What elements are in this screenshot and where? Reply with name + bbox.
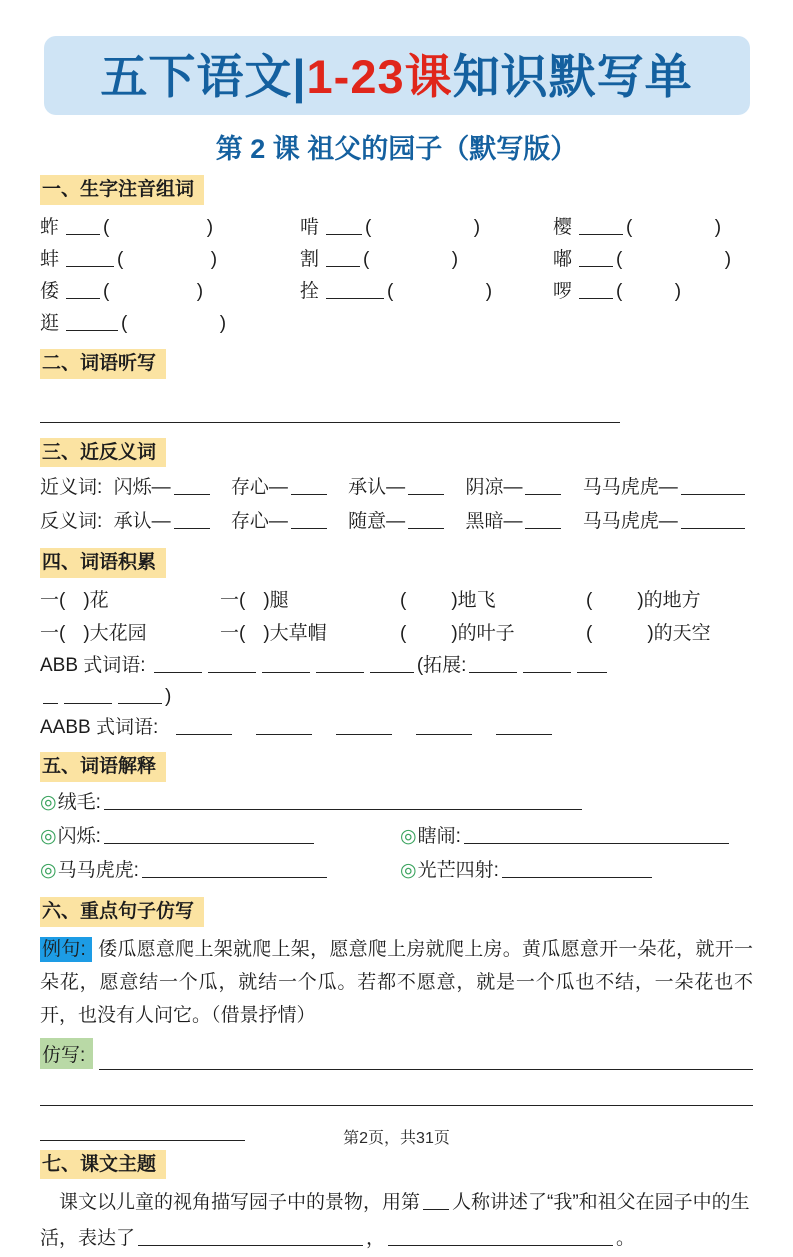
open-paren: ( (103, 280, 110, 302)
open-paren: ( (121, 312, 128, 334)
antonym-row (40, 505, 753, 539)
open-paren: ( (626, 216, 633, 238)
answer-blank (118, 689, 162, 704)
word: 马马虎虎 (582, 477, 659, 499)
fill-post: )腿 (263, 590, 289, 611)
page-title-part1: 五下语文| (100, 50, 307, 103)
word: 承认 (348, 477, 387, 499)
section-header-dictation: 二、词语听写 (40, 349, 166, 379)
bullet-circle-icon: ◎ (40, 791, 57, 813)
answer-blank (502, 863, 652, 878)
hanzi-char: 逛 (40, 312, 60, 334)
close-paren: ) (165, 686, 172, 707)
close-paren: ) (724, 248, 732, 270)
definition-row (400, 854, 753, 888)
fill-cell (400, 617, 586, 650)
lesson-title: 第 2 课 祖父的园子（默写版） (215, 134, 578, 164)
answer-blank (64, 689, 112, 704)
hanzi-char: 樱 (553, 216, 573, 238)
word-pair (465, 511, 564, 532)
bullet-circle-icon: ◎ (400, 859, 417, 881)
pinyin-cell (553, 276, 753, 308)
word: 黑暗 (465, 511, 504, 533)
answer-blank (496, 720, 552, 735)
fill-post: )的地方 (637, 590, 701, 611)
paren-pair (387, 276, 492, 308)
pinyin-cell (300, 244, 553, 276)
close-paren: ) (210, 248, 218, 270)
pinyin-grid (40, 212, 753, 340)
dictation-answer-line (40, 385, 620, 423)
answer-blank (174, 480, 210, 495)
pinyin-cell (40, 244, 300, 276)
answer-blank (104, 795, 582, 810)
answer-blank (416, 720, 472, 735)
paren-pair (616, 244, 731, 276)
fill-pre: ( (586, 590, 593, 611)
fill-cell (220, 617, 400, 650)
word: 闪烁 (113, 477, 152, 499)
answer-blank (525, 480, 561, 495)
abb-label: ABB 式词语: (40, 655, 146, 676)
answer-blank (579, 220, 623, 235)
hanzi-char: 拴 (300, 280, 320, 302)
paren-pair (103, 212, 213, 244)
word: 马马虎虎 (582, 511, 659, 533)
abb-row-continued (40, 681, 753, 712)
fill-post: )地飞 (451, 590, 496, 611)
section-header-theme: 七、课文主题 (40, 1150, 166, 1180)
answer-blank (138, 1231, 363, 1246)
aabb-row (40, 712, 753, 743)
fill-pre: ( (400, 623, 407, 644)
fill-pre: 一( (220, 590, 246, 611)
page-title-part3: 知识默写单 (452, 50, 693, 103)
answer-blank (388, 1231, 613, 1246)
fill-post: )大花园 (83, 623, 147, 644)
answer-line-full (40, 1070, 753, 1106)
answer-blank (681, 514, 745, 529)
answer-blank (579, 284, 613, 299)
hanzi-char: 蚱 (40, 216, 60, 238)
paren-pair (626, 212, 721, 244)
section-header-imitation: 六、重点句子仿写 (40, 897, 204, 927)
imitation-row (40, 1038, 753, 1070)
dash: — (151, 477, 171, 499)
answer-blank (464, 829, 729, 844)
open-paren: ( (616, 248, 623, 270)
fill-cell (586, 584, 753, 617)
hanzi-char: 啃 (300, 216, 320, 238)
section-header-synonyms: 三、近反义词 (40, 438, 166, 468)
example-paragraph (40, 933, 753, 1032)
word: 承认 (113, 511, 152, 533)
open-paren: ( (117, 248, 124, 270)
abb-row (40, 650, 753, 681)
paren-pair (365, 212, 480, 244)
answer-blank (43, 689, 58, 704)
pinyin-cell (553, 244, 753, 276)
word: 存心 (230, 477, 269, 499)
word-pair (114, 511, 213, 532)
open-paren: ( (387, 280, 394, 302)
answer-blank (523, 658, 571, 673)
antonym-label: 反义词: (40, 511, 103, 533)
close-paren: ) (206, 216, 214, 238)
answer-blank (326, 220, 362, 235)
theme-paragraph (40, 1185, 753, 1257)
definition-row (400, 820, 753, 854)
dash: — (658, 511, 678, 533)
section-header-definitions: 五、词语解释 (40, 752, 166, 782)
answer-blank (577, 658, 607, 673)
answer-blank (154, 658, 202, 673)
dash: — (658, 477, 678, 499)
definition-term: 绒毛: (57, 791, 101, 813)
answer-blank (99, 1044, 753, 1070)
fill-cell (40, 584, 220, 617)
theme-text-pre: 课文以儿童的视角描写园子中的景物，用第 (59, 1192, 421, 1214)
word-pair (114, 477, 213, 498)
fill-cell (40, 617, 220, 650)
fill-cell (586, 617, 753, 650)
fill-post: )花 (83, 590, 109, 611)
paren-pair (616, 276, 681, 308)
word: 阴凉 (465, 477, 504, 499)
answer-blank (423, 1195, 449, 1210)
answer-blank (66, 220, 100, 235)
answer-blank (579, 252, 613, 267)
answer-blank (316, 658, 364, 673)
fill-post: )大草帽 (263, 623, 327, 644)
definition-term: 瞎闹: (417, 825, 461, 847)
answer-blank (326, 252, 360, 267)
close-paren: ) (219, 312, 227, 334)
pinyin-cell (40, 308, 300, 340)
answer-blank (66, 284, 100, 299)
answer-blank (469, 658, 517, 673)
open-paren: ( (365, 216, 372, 238)
answer-blank (104, 829, 314, 844)
answer-blank (326, 284, 384, 299)
definition-row (40, 786, 753, 820)
fill-cell (220, 584, 400, 617)
pinyin-cell (40, 276, 300, 308)
answer-blank (142, 863, 327, 878)
hanzi-char: 蚌 (40, 248, 60, 270)
definition-row (40, 854, 400, 888)
dash: — (268, 511, 288, 533)
answer-blank (408, 480, 444, 495)
fill-pre: 一( (40, 590, 66, 611)
answer-blank (262, 658, 310, 673)
answer-blank (66, 252, 114, 267)
answer-blank (208, 658, 256, 673)
synonym-row (40, 471, 753, 505)
hanzi-char: 割 (300, 248, 320, 270)
pinyin-cell (553, 212, 753, 244)
open-paren: ( (616, 280, 623, 302)
definition-term: 闪烁: (57, 825, 101, 847)
title-banner (44, 36, 750, 115)
dash: — (503, 511, 523, 533)
example-text: 倭瓜愿意爬上架就爬上架，愿意爬上房就爬上房。黄瓜愿意开一朵花，就开一朵花，愿意结一个瓜，就结一个瓜。若都不愿意，就是一个瓜也不结，一朵花也不开，也没有人问它。（借景抒情） (40, 938, 753, 1026)
open-paren: ( (363, 248, 370, 270)
dash: — (503, 477, 523, 499)
word-pair (348, 511, 447, 532)
example-label: 例句: (40, 937, 92, 962)
synonym-label: 近义词: (40, 477, 103, 499)
answer-blank (291, 480, 327, 495)
word-pair (465, 477, 564, 498)
answer-blank (256, 720, 312, 735)
paren-pair (121, 308, 226, 340)
comma: ， (366, 1228, 386, 1250)
page-title-part2: 1-23课 (306, 50, 453, 103)
fill-pre: ( (400, 590, 407, 611)
answer-blank (176, 720, 232, 735)
section-header-pinyin: 一、生字注音组词 (40, 175, 204, 205)
word: 存心 (230, 511, 269, 533)
definition-row (40, 820, 400, 854)
dash: — (386, 511, 406, 533)
word-pair (348, 477, 447, 498)
answer-blank (291, 514, 327, 529)
paren-pair (117, 244, 217, 276)
imitation-label: 仿写: (40, 1038, 93, 1069)
worksheet-page (0, 36, 793, 1250)
answer-blank (681, 480, 745, 495)
dash: — (386, 477, 406, 499)
paren-pair (363, 244, 458, 276)
period: 。 (616, 1228, 636, 1250)
word: 随意 (348, 511, 387, 533)
definition-term: 光芒四射: (417, 859, 499, 881)
word-pair (231, 511, 330, 532)
answer-blank (174, 514, 210, 529)
aabb-label: AABB 式词语: (40, 717, 159, 738)
answer-blank (370, 658, 414, 673)
word-pair (231, 477, 330, 498)
close-paren: ) (714, 216, 722, 238)
close-paren: ) (674, 280, 682, 302)
bullet-circle-icon: ◎ (400, 825, 417, 847)
hanzi-char: 倭 (40, 280, 60, 302)
fill-cell (400, 584, 586, 617)
answer-blank (336, 720, 392, 735)
definition-term: 马马虎虎: (57, 859, 139, 881)
dash: — (268, 477, 288, 499)
open-paren: ( (103, 216, 110, 238)
close-paren: ) (485, 280, 493, 302)
fill-pre: 一( (220, 623, 246, 644)
pinyin-cell (300, 276, 553, 308)
definition-grid (40, 820, 753, 888)
fill-pre: 一( (40, 623, 66, 644)
theme-text-mid: 人称讲述了“我”和祖父在园子中的生活，表达了 (40, 1192, 750, 1250)
fill-pre: ( (586, 623, 593, 644)
pinyin-cell (300, 212, 553, 244)
answer-blank (408, 514, 444, 529)
hanzi-char: 嘟 (553, 248, 573, 270)
accumulation-grid (40, 584, 753, 650)
answer-blank (66, 316, 118, 331)
section-header-accumulation: 四、词语积累 (40, 548, 166, 578)
close-paren: ) (451, 248, 459, 270)
close-paren: ) (473, 216, 481, 238)
close-paren: ) (196, 280, 204, 302)
pinyin-cell (40, 212, 300, 244)
answer-blank (525, 514, 561, 529)
abb-extension-label: (拓展: (416, 655, 467, 676)
page-footer: 第2页，共31页 (343, 1130, 450, 1147)
paren-pair (103, 276, 203, 308)
bullet-circle-icon: ◎ (40, 825, 57, 847)
fill-post: )的叶子 (451, 623, 515, 644)
word-pair (583, 477, 748, 498)
fill-post: )的天空 (647, 623, 711, 644)
hanzi-char: 啰 (553, 280, 573, 302)
bullet-circle-icon: ◎ (40, 859, 57, 881)
word-pair (583, 511, 748, 532)
dash: — (151, 511, 171, 533)
